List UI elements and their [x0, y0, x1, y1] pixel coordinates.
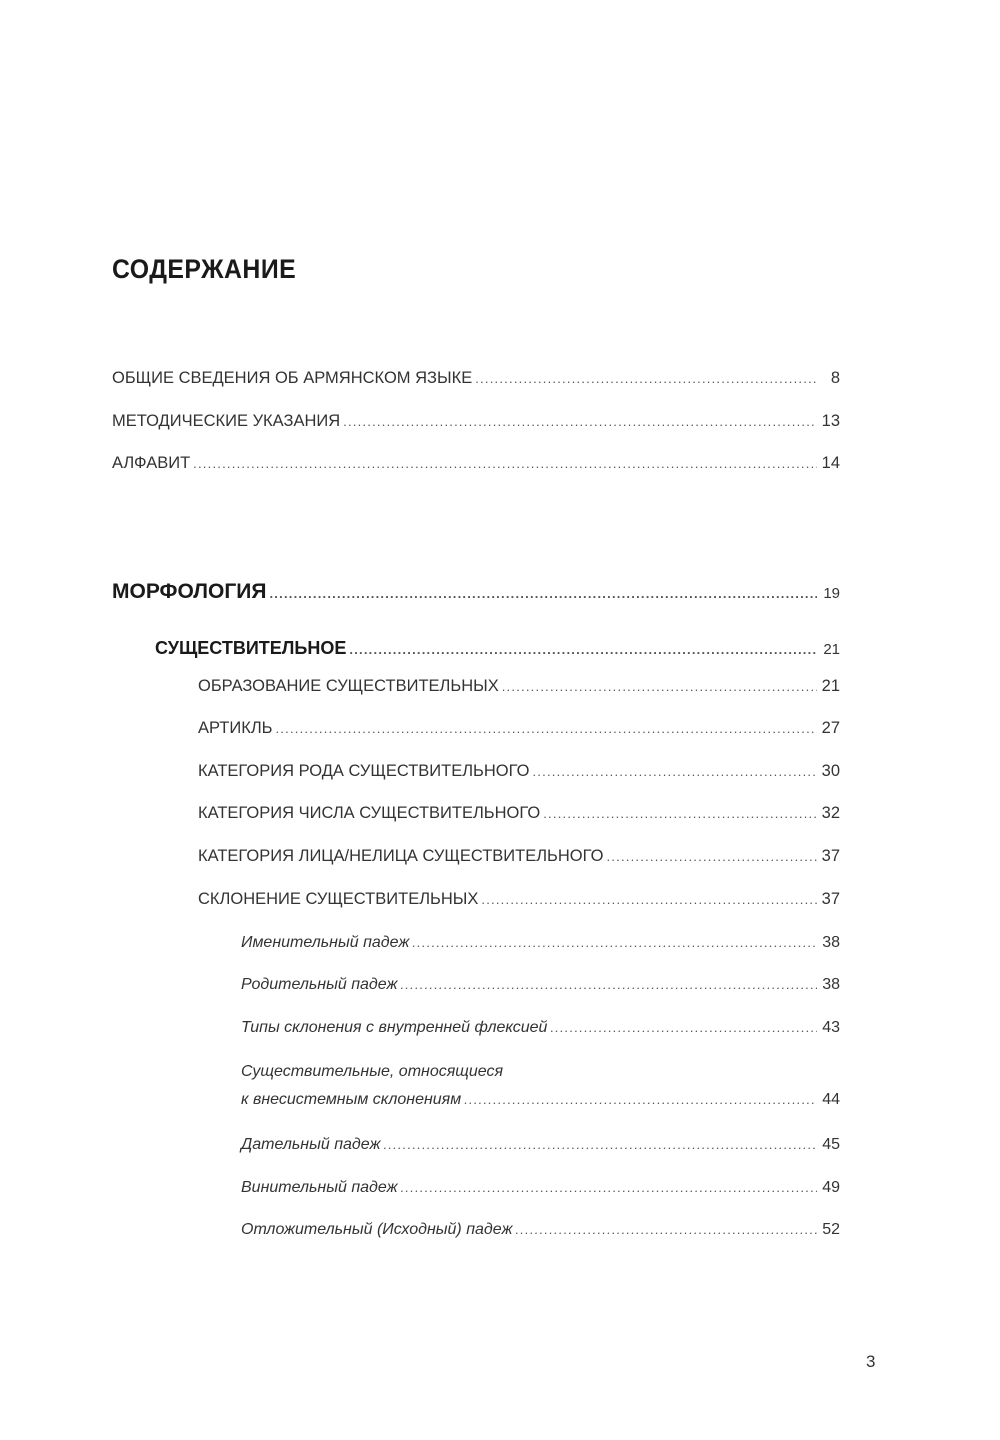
toc-case-entry[interactable] — [241, 1136, 840, 1154]
toc-entry-label: АЛФАВИТ — [112, 454, 191, 472]
toc-entry-method-notes[interactable] — [112, 412, 840, 431]
dot-leader — [502, 679, 817, 694]
toc-entry-label: МОРФОЛОГИЯ — [112, 580, 267, 603]
toc-entry-page: 37 — [821, 890, 840, 908]
toc-entry-page: 13 — [821, 412, 840, 430]
toc-entry-label: СУЩЕСТВИТЕЛЬНОЕ — [155, 638, 347, 658]
toc-entry-page: 45 — [822, 1136, 840, 1153]
toc-entry-label: ОБЩИЕ СВЕДЕНИЯ ОБ АРМЯНСКОМ ЯЗЫКЕ — [112, 369, 473, 387]
toc-section-noun[interactable] — [155, 638, 840, 659]
toc-subsection[interactable] — [198, 762, 840, 781]
dot-leader — [269, 586, 817, 601]
dot-leader — [550, 1020, 817, 1035]
page-number: 3 — [866, 1352, 876, 1371]
toc-entry-page: 49 — [822, 1179, 840, 1196]
toc-case-entry[interactable] — [241, 1179, 840, 1197]
toc-entry-label-line2: к внесистемным склонениям — [241, 1091, 462, 1108]
toc-subsection[interactable] — [198, 677, 840, 696]
toc-entry-label: КАТЕГОРИЯ РОДА СУЩЕСТВИТЕЛЬНОГО — [198, 762, 530, 780]
toc-entry-page: 32 — [821, 804, 840, 822]
toc-subsection[interactable] — [198, 890, 840, 909]
toc-entry-label: Дательный падеж — [241, 1136, 381, 1153]
toc-entry-page: 38 — [822, 976, 840, 993]
toc-entry-page: 19 — [823, 585, 840, 602]
toc-entry-alphabet[interactable] — [112, 454, 840, 473]
toc-entry-page: 27 — [821, 719, 840, 737]
toc-entry-label: Типы склонения с внутренней флексией — [241, 1019, 548, 1036]
dot-leader — [343, 414, 817, 429]
toc-entry-label-line1: Существительные, относящиеся — [241, 1063, 504, 1080]
toc-case-entry[interactable] — [241, 1019, 840, 1037]
toc-case-entry[interactable] — [241, 934, 840, 952]
toc-case-entry[interactable] — [241, 1063, 840, 1109]
toc-case-entry[interactable] — [241, 1221, 840, 1239]
toc-entry-page: 8 — [830, 369, 840, 387]
toc-entry-label: Родительный падеж — [241, 976, 398, 993]
dot-leader — [349, 642, 817, 657]
toc-entry-label: ОБРАЗОВАНИЕ СУЩЕСТВИТЕЛЬНЫХ — [198, 677, 499, 695]
toc-entry-page: 21 — [821, 677, 840, 695]
toc-entry-page: 37 — [821, 847, 840, 865]
toc-entry-label: Отложительный (Исходный) падеж — [241, 1221, 513, 1238]
toc-entry-page: 44 — [822, 1091, 840, 1108]
toc-entry-label: КАТЕГОРИЯ ЛИЦА/НЕЛИЦА СУЩЕСТВИТЕЛЬНОГО — [198, 847, 604, 865]
toc-entry-page: 38 — [822, 934, 840, 951]
toc-entry-page: 30 — [821, 762, 840, 780]
dot-leader — [275, 721, 817, 736]
toc-entry-label: Именительный падеж — [241, 934, 410, 951]
toc-subsection[interactable] — [198, 804, 840, 823]
dot-leader — [606, 849, 817, 864]
toc-entry-label: СКЛОНЕНИЕ СУЩЕСТВИТЕЛЬНЫХ — [198, 890, 479, 908]
dot-leader — [464, 1092, 817, 1107]
dot-leader — [400, 977, 817, 992]
toc-part-morphology[interactable] — [112, 580, 840, 604]
dot-leader — [193, 456, 817, 471]
page-title: СОДЕРЖАНИЕ — [112, 254, 297, 284]
dot-leader — [475, 371, 817, 386]
toc-subsection[interactable] — [198, 847, 840, 866]
toc-entry-label: АРТИКЛЬ — [198, 719, 273, 737]
dot-leader — [543, 806, 817, 821]
toc-entry-line2 — [241, 1091, 840, 1109]
dot-leader — [401, 1180, 817, 1195]
toc-entry-page: 21 — [823, 641, 840, 658]
toc-entry-page: 43 — [822, 1019, 840, 1036]
dot-leader — [515, 1222, 817, 1237]
dot-leader — [384, 1137, 818, 1152]
toc-entry-label: Винительный падеж — [241, 1179, 398, 1196]
toc-entry-label: КАТЕГОРИЯ ЧИСЛА СУЩЕСТВИТЕЛЬНОГО — [198, 804, 541, 822]
dot-leader — [412, 935, 817, 950]
toc-entry-page: 14 — [821, 454, 840, 472]
toc-entry-general-info[interactable] — [112, 369, 840, 388]
dot-leader — [481, 892, 817, 907]
toc-case-entry[interactable] — [241, 976, 840, 994]
toc-subsection[interactable] — [198, 719, 840, 738]
dot-leader — [532, 764, 817, 779]
toc-entry-label: МЕТОДИЧЕСКИЕ УКАЗАНИЯ — [112, 412, 341, 430]
toc-entry-page: 52 — [822, 1221, 840, 1238]
